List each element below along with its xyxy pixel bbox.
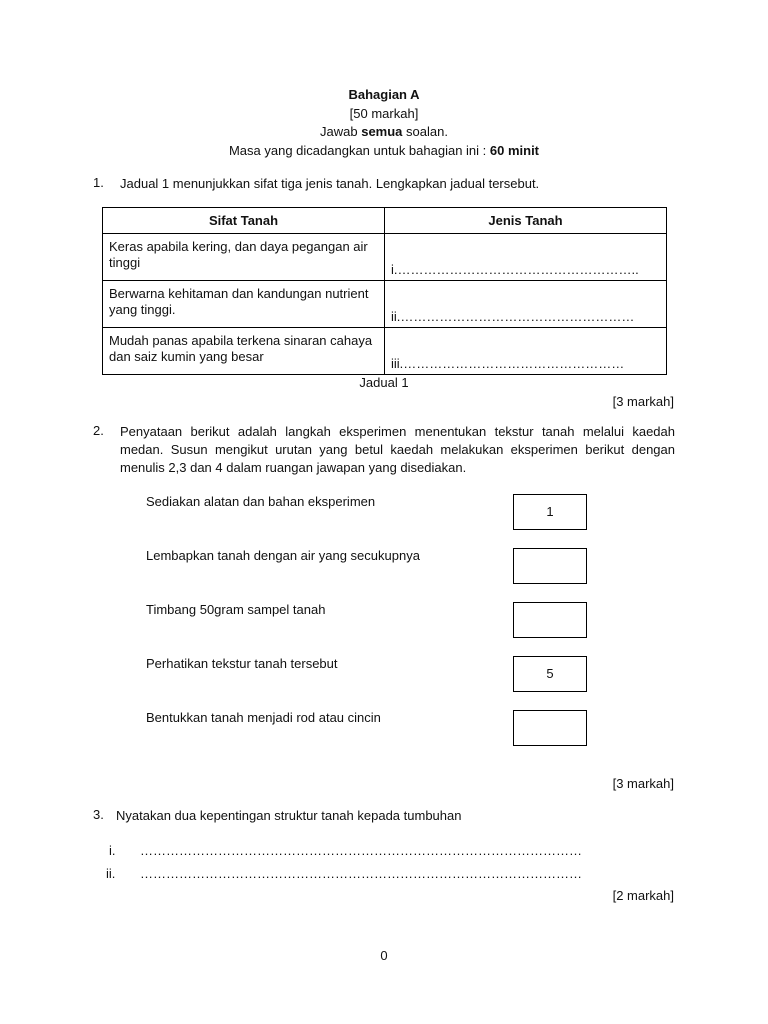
section-instruction (0, 123, 768, 142)
q1-number: 1. (93, 175, 104, 190)
q2-number: 2. (93, 423, 104, 438)
step-answer-box[interactable]: 1 (513, 494, 587, 530)
table-row (103, 328, 667, 375)
table-header-property: Sifat Tanah (103, 208, 385, 234)
step-label: Lembapkan tanah dengan air yang secukupnya (146, 548, 420, 563)
step-label: Bentukkan tanah menjadi rod atau cincin (146, 710, 381, 725)
step-answer-box[interactable] (513, 710, 587, 746)
answer-cell[interactable]: i.……………………………………………….. (385, 234, 667, 281)
section-header (0, 86, 768, 160)
answer-line-label: i. (109, 843, 116, 858)
q1-marks: [3 markah] (612, 394, 674, 409)
instruction-text-end: soalan. (402, 124, 448, 139)
step-label: Sediakan alatan dan bahan eksperimen (146, 494, 376, 509)
time-value: 60 minit (489, 142, 540, 158)
property-cell: Keras apabila kering, dan daya pegangan air tinggi (103, 234, 385, 281)
answer-line[interactable]: ………………………………………………………………………………………… (140, 843, 582, 858)
step-label: Perhatikan tekstur tanah tersebut (146, 656, 338, 671)
q2-marks: [3 markah] (612, 776, 674, 791)
answer-cell[interactable]: ii.……………………………………………… (385, 281, 667, 328)
section-marks: [50 markah] (349, 105, 419, 121)
table-caption: Jadual 1 (359, 375, 409, 390)
time-text: Masa yang dicadangkan untuk bahagian ini : (228, 142, 490, 158)
table-header-row (103, 208, 667, 234)
q3-number: 3. (93, 807, 104, 822)
step-answer-box[interactable]: 5 (513, 656, 587, 692)
answer-cell[interactable]: iii.…………………………………………… (385, 328, 667, 375)
instruction-text: Jawab (320, 124, 362, 139)
instruction-emphasis: semua (361, 124, 403, 139)
soil-table (102, 207, 667, 375)
q1-text: Jadual 1 menunjukkan sifat tiga jenis tanah. Lengkapkan jadual tersebut. (120, 176, 540, 191)
step-label: Timbang 50gram sampel tanah (146, 602, 326, 617)
q3-marks: [2 markah] (612, 888, 674, 903)
page-number: 0 (380, 948, 388, 963)
step-answer-box[interactable] (513, 602, 587, 638)
answer-line-label: ii. (106, 866, 116, 881)
q3-text: Nyatakan dua kepentingan struktur tanah kepada tumbuhan (116, 808, 462, 823)
table-header-type: Jenis Tanah (385, 208, 667, 234)
table-row (103, 281, 667, 328)
table-row (103, 234, 667, 281)
property-cell: Berwarna kehitaman dan kandungan nutrient yang tinggi. (103, 281, 385, 328)
step-answer-box[interactable] (513, 548, 587, 584)
answer-line[interactable]: ………………………………………………………………………………………… (140, 866, 582, 881)
property-cell: Mudah panas apabila terkena sinaran cahaya dan saiz kumin yang besar (103, 328, 385, 375)
section-title: Bahagian A (348, 87, 420, 102)
section-time (0, 142, 768, 161)
q2-text: Penyataan berikut adalah langkah eksperimen menentukan tekstur tanah melalui kaedah medan. Susun mengikut urutan yang betul kaedah melakukan eksperimen berikut dengan menulis 2,3 dan 4 dalam ruangan jawapan yang disediakan. (120, 424, 675, 475)
